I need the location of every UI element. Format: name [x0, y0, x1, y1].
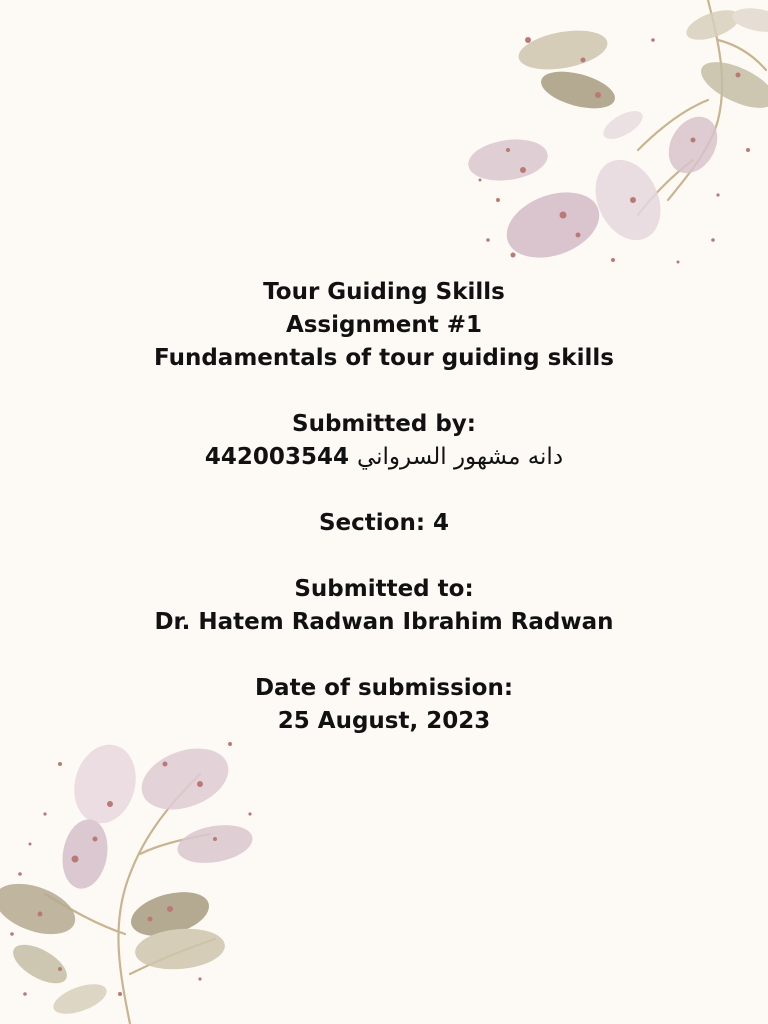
- instructor-name: Dr. Hatem Radwan Ibrahim Radwan: [154, 609, 614, 635]
- floral-decoration-top-icon: [468, 0, 768, 290]
- date-label: Date of submission:: [254, 675, 514, 701]
- submission-date: 25 August, 2023: [277, 708, 491, 734]
- spacer: [0, 639, 768, 672]
- cover-page-content: [0, 276, 768, 738]
- assignment-number: Assignment #1: [285, 312, 483, 338]
- spacer: [0, 540, 768, 573]
- section-number: Section: 4: [318, 510, 450, 536]
- course-title: Tour Guiding Skills: [263, 279, 505, 305]
- floral-decoration-bottom-icon: [0, 724, 290, 1024]
- assignment-topic: Fundamentals of tour guiding skills: [154, 345, 614, 371]
- spacer: [0, 474, 768, 507]
- spacer: [0, 375, 768, 408]
- submitted-by-label: Submitted by:: [292, 411, 476, 437]
- student-info: [0, 441, 768, 474]
- student-name: دانه مشهور السرواني: [356, 444, 564, 470]
- submitted-to-label: Submitted to:: [294, 576, 474, 602]
- student-id: 442003544: [204, 444, 349, 470]
